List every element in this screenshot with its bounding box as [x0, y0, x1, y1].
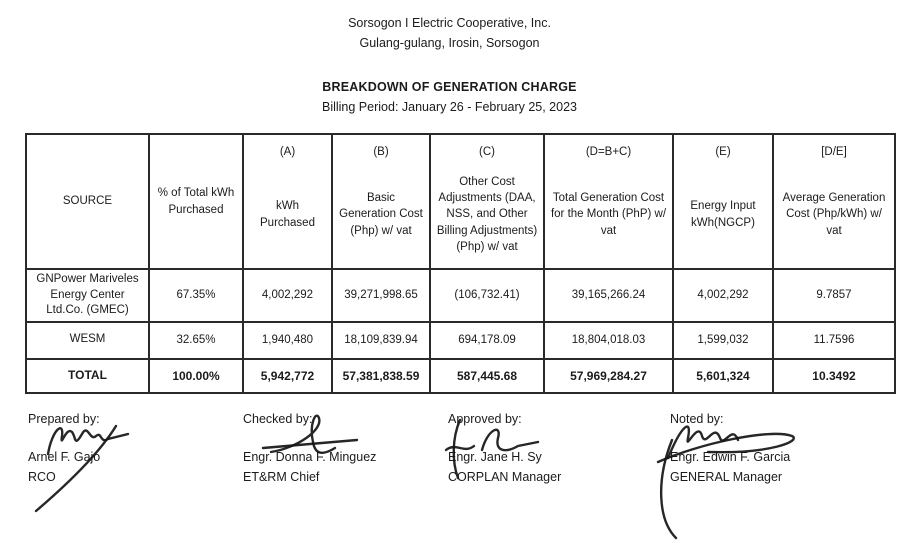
billing-period: Billing Period: January 26 - February 25, 2023 [321, 100, 577, 114]
column-label: % of Total kWh Purchased [157, 187, 235, 216]
column-label: Total Generation Cost for the Month (PhP) w/ vat [550, 192, 667, 237]
organization-name: Sorsogon I Electric Cooperative, Inc. [348, 16, 551, 30]
column-label: kWh Purchased [260, 200, 315, 229]
source-cell: WESM [26, 322, 149, 359]
column-label: Average Generation Cost (Php/kWh) w/ vat [782, 192, 886, 237]
percent-cell: 100.00% [149, 359, 243, 393]
document-header [0, 16, 899, 114]
column-code: (B) [373, 145, 389, 158]
energy-input-cell: 5,601,324 [673, 359, 773, 393]
column-code: (D=B+C) [585, 145, 632, 158]
col-header-average-generation-cost [773, 134, 895, 269]
kwh-purchased-cell: 4,002,292 [243, 269, 332, 322]
energy-input-cell: 4,002,292 [673, 269, 773, 322]
checked-by-label: Checked by: [243, 412, 313, 426]
signature-block-approved [448, 412, 658, 484]
signature-arnel-gajo-icon [18, 414, 148, 514]
average-cost-cell: 10.3492 [773, 359, 895, 393]
basic-cost-cell: 57,381,838.59 [332, 359, 430, 393]
column-code: (E) [715, 145, 731, 158]
kwh-purchased-cell: 5,942,772 [243, 359, 332, 393]
signature-area [0, 412, 899, 545]
source-cell: TOTAL [26, 359, 149, 393]
basic-cost-cell: 39,271,998.65 [332, 269, 430, 322]
noted-by-label: Noted by: [670, 412, 724, 426]
percent-cell: 67.35% [149, 269, 243, 322]
other-adjustments-cell: 694,178.09 [430, 322, 544, 359]
energy-input-cell: 1,599,032 [673, 322, 773, 359]
column-label: SOURCE [62, 195, 113, 208]
approved-by-label: Approved by: [448, 412, 522, 426]
signatory-title: GENERAL Manager [670, 470, 783, 484]
percent-cell: 32.65% [149, 322, 243, 359]
signatory-title: RCO [28, 470, 56, 484]
organization-address: Gulang-gulang, Irosin, Sorsogon [359, 36, 540, 50]
column-code: [D/E] [821, 145, 847, 158]
column-code: (A) [279, 145, 296, 158]
table-row-gmec [26, 269, 895, 322]
total-cost-cell: 18,804,018.03 [544, 322, 673, 359]
basic-cost-cell: 18,109,839.94 [332, 322, 430, 359]
signatory-name: Engr. Jane H. Sy [448, 450, 542, 464]
column-label: Energy Input kWh(NGCP) [690, 200, 756, 229]
table-row-total [26, 359, 895, 393]
other-adjustments-cell: 587,445.68 [430, 359, 544, 393]
col-header-energy-input [673, 134, 773, 269]
signatory-name: Arnel F. Gajo [28, 450, 101, 464]
signatory-title: ET&RM Chief [243, 470, 320, 484]
col-header-source [26, 134, 149, 269]
col-header-total-generation-cost [544, 134, 673, 269]
document-title: BREAKDOWN OF GENERATION CHARGE [322, 80, 577, 94]
table-header-row [26, 134, 895, 269]
col-header-percent [149, 134, 243, 269]
other-adjustments-cell: (106,732.41) [430, 269, 544, 322]
prepared-by-label: Prepared by: [28, 412, 100, 426]
col-header-other-cost-adjustments [430, 134, 544, 269]
kwh-purchased-cell: 1,940,480 [243, 322, 332, 359]
column-label: Other Cost Adjustments (DAA, NSS, and Other Billing Adjustments) (Php) w/ vat [436, 176, 538, 253]
generation-charge-table [25, 133, 896, 394]
total-cost-cell: 39,165,266.24 [544, 269, 673, 322]
signature-block-prepared [28, 412, 238, 484]
total-cost-cell: 57,969,284.27 [544, 359, 673, 393]
signatory-title: CORPLAN Manager [448, 470, 562, 484]
col-header-kwh-purchased [243, 134, 332, 269]
signature-block-noted [670, 412, 880, 484]
column-code: (C) [479, 145, 495, 158]
source-cell: GNPower Mariveles Energy Center Ltd.Co. (GMEC) [26, 269, 149, 322]
signature-block-checked [243, 412, 453, 484]
average-cost-cell: 11.7596 [773, 322, 895, 359]
table-row-wesm [26, 322, 895, 359]
col-header-basic-generation-cost [332, 134, 430, 269]
column-label: Basic Generation Cost (Php) w/ vat [339, 192, 423, 237]
signatory-name: Engr. Edwin F. Garcia [670, 450, 791, 464]
signatory-name: Engr. Donna F. Minguez [243, 450, 377, 464]
average-cost-cell: 9.7857 [773, 269, 895, 322]
